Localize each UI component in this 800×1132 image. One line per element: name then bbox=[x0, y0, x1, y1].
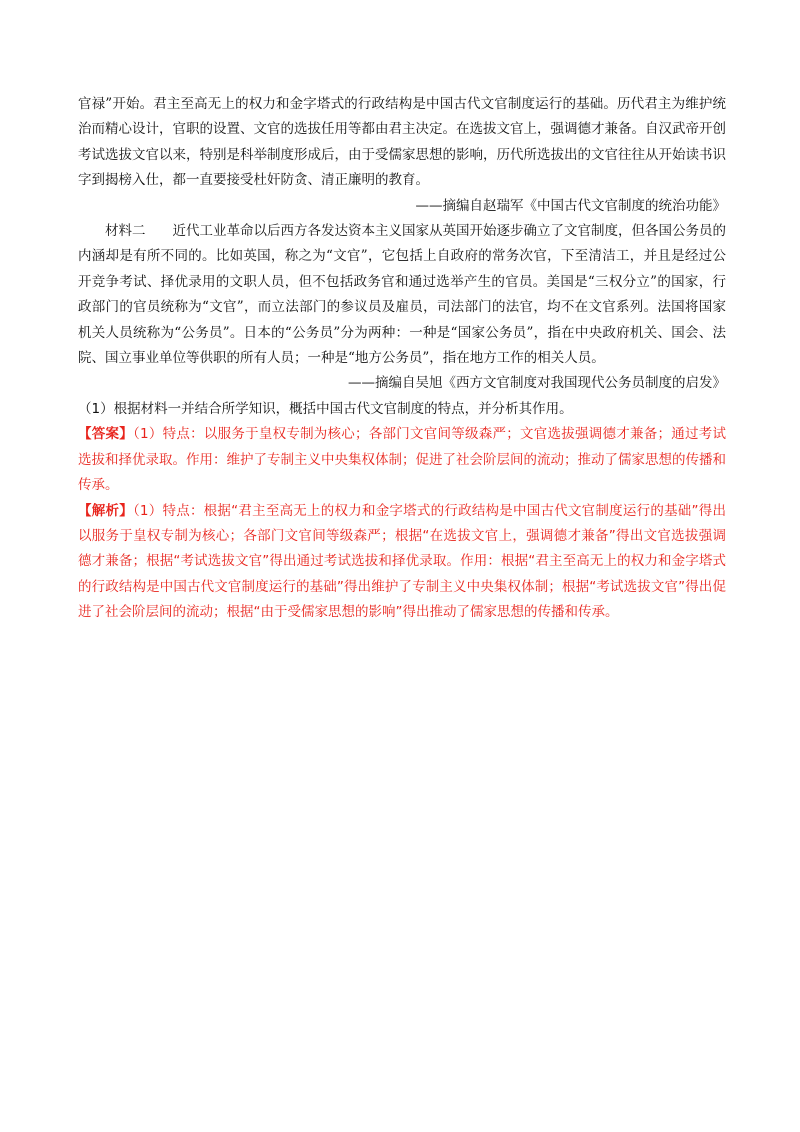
answer-text: （1）特点：以服务于皇权专制为核心；各部门文官间等级森严；文官选拔强调德才兼备；通过考试选拔和择优录取。作用：维护了专制主义中央集权体制；促进了社会阶层间的流动；推动了儒家思想的传播和传承。 bbox=[78, 426, 727, 494]
analysis-text: （1）特点：根据“君主至高无上的权力和金字塔式的行政结构是中国古代文官制度运行的基础”得出以服务于皇权专制为核心；各部门文官间等级森严；根据“在选拔文官上，强调德才兼备”得出文官选拔强调德才兼备；根据“考试选拔文官”得出通过考试选拔和择优录取。作用：根据“君主至高无上的权力和金字塔式的行政结构是中国古代文官制度运行的基础”得出维护了专制主义中央集权体制；根据“考试选拔文官”得出促进了社会阶层间的流动；根据“由于受儒家思想的影响”得出推动了儒家思想的传播和传承。 bbox=[78, 502, 727, 621]
question-text: （1）根据材料一并结合所学知识，概括中国古代文官制度的特点，并分析其作用。 bbox=[78, 400, 573, 417]
material1-source: ——摘编自赵瑞军《中国古代文官制度的统治功能》 bbox=[415, 197, 726, 214]
analysis-block bbox=[78, 499, 726, 626]
document-content bbox=[78, 92, 726, 626]
answer-block bbox=[78, 422, 726, 498]
material2-label: 材料二 bbox=[105, 223, 146, 240]
material2-paragraph bbox=[78, 219, 726, 371]
material2-text: 近代工业革命以后西方各发达资本主义国家从英国开始逐步确立了文官制度，但各国公务员的内涵却是有所不同的。比如英国，称之为“文官”，它包括上自政府的常务次官，下至清洁工，并且是经过公开竞争考试、择优录用的文职人员，但不包括政务官和通过选举产生的官员。美国是“三权分立”的国家，行政部门的官员统称为“文官”，而立法部门的参议员及雇员，司法部门的法官，均不在文官系列。法国将国家机关人员统称为“公务员”。日本的“公务员”分为两种：一种是“国家公务员”，指在中央政府机关、国会、法院、国立事业单位等供职的所有人员；一种是“地方公务员”，指在地方工作的相关人员。 bbox=[78, 223, 726, 367]
answer-tag: 【答案】 bbox=[78, 426, 133, 443]
material2-source: ——摘编自吴旭《西方文官制度对我国现代公务员制度的启发》 bbox=[348, 375, 726, 392]
material1-paragraph: 官禄”开始。君主至高无上的权力和金字塔式的行政结构是中国古代文官制度运行的基础。历代君主为维护统治而精心设计，官职的设置、文官的选拔任用等都由君主决定。在选拔文官上，强调德才兼备。自汉武帝开创考试选拔文官以来，特别是科举制度形成后，由于受儒家思想的影响，历代所选拔出的文官往往从开始读书识字到揭榜入仕，都一直要接受杜奸防贪、清正廉明的教育。 bbox=[78, 96, 726, 189]
analysis-tag: 【解析】 bbox=[78, 502, 133, 519]
